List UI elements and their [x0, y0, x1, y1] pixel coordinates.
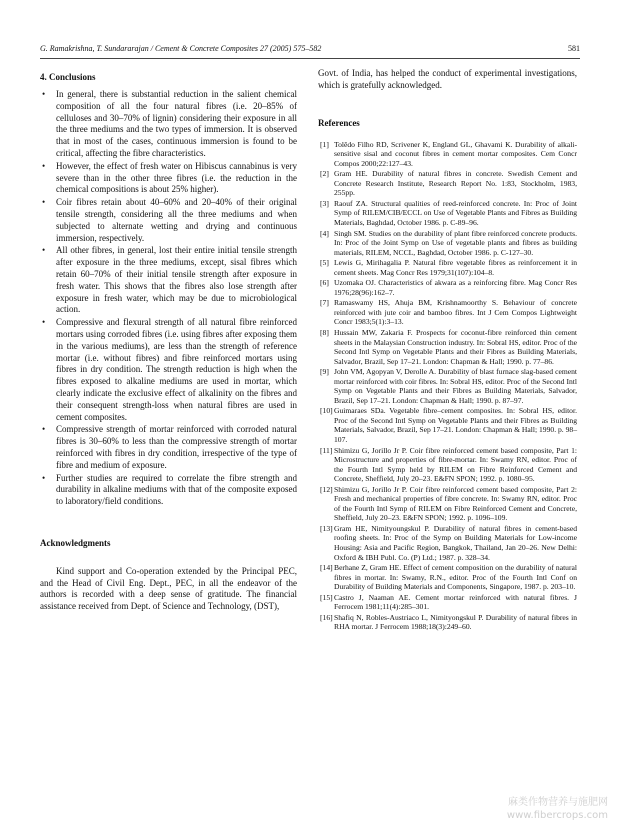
reference-number: [14] [320, 563, 333, 573]
bullet-icon: • [42, 317, 46, 328]
acknowledgments-continuation: Govt. of India, has helped the conduct of experimental investigations, which is gratefully acknowledged. [318, 68, 577, 90]
conclusion-item [40, 197, 297, 244]
acknowledgments-text: Kind support and Co-operation extended by the Principal PEC, and the Head of Civil Eng. Dept., PEC, in all the endeavor of the authors is recorded with a deep sense of gratitude. The financial assistance received from Dept. of Science and Technology, (DST), [40, 565, 297, 612]
bullet-icon: • [42, 424, 46, 435]
reference-number: [15] [320, 592, 333, 602]
reference-item [318, 485, 577, 523]
conclusion-text: Compressive and flexural strength of all natural fibre reinforced mortars using corroded fibres (i.e. using fibres after exposing them in the various mediums), are less than the strength of reference mortar (i.e. without fibres) and fibre reinforced mortars using fibres in dry condition. The strength reduction is high when the fibres exposed to alkaline mediums are used in mortar, which clearly indicate the exclusive effect of alkalinity on the fibres and their consequent strength-loss when natural fibres are used in cement composites. [56, 317, 297, 422]
reference-text: Hussain MW, Zakaria F. Prospects for coconut-fibre reinforced thin cement sheets in the Malaysian Construction industry. In: Sobral HS, editor. Proc of the Second Intl Symp on Vegetable Plants and their Fibres as Building Materials, Salvador, Brazil, Sep 17–21. London: Chapman & Hall; 1990. p. 77–86. [334, 327, 577, 366]
reference-text: Uzomaka OJ. Characteristics of akwara as a reinforcing fibre. Mag Concr Res 1976;28(96):162–7. [334, 278, 577, 297]
reference-text: Shafiq N, Robles-Austriaco L, Nimityongskul P. Durability of natural fibres in RHA mortar. J Ferrocem 1988;18(3):249–60. [334, 612, 577, 632]
reference-text: Gram HE. Durability of natural fibres in concrete. Swedish Cement and Concrete Research Institute, Research Report No. 1:83, Stockholm, 1983, 255pp. [334, 169, 577, 198]
conclusions-heading: 4. Conclusions [40, 72, 96, 82]
conclusion-text: However, the effect of fresh water on Hibiscus cannabinus is very severe than in the other three fibres (i.e. the reduction in the chemical compositions is about 25% higher). [56, 160, 297, 195]
reference-text: Shimizu G, Jorillo Jr P. Coir fibre reinforced cement based composite, Part 2: Fresh and mechanical properties of fibre concrete. In: Swamy RN, editor. Proc of the Fourth Intl Symp of RILEM on Fibre Reinforced Cement and Concrete, Sheffield, July 20–23. E&FN SPON; 1992. p. 1096–109. [334, 484, 577, 523]
reference-text: Shimizu G, Jorillo Jr P. Coir fibre reinforced cement based composite, Part 1: Microstructure and properties of fibre-mortar. In: Swamy RN, editor. Proc of the Fourth Intl Symp held by RILEM on Fibre Reinforced Cement and Concrete, Sheffield, July 20–23. E&FN SPON; 1992. p. 1080–95. [334, 445, 577, 484]
reference-item [318, 199, 577, 228]
reference-text: Guimaraes SDa. Vegetable fibre–cement composites. In: Sobral HS, editor. Proc of the Second Intl Symp on Vegetable Plants and their Fibres as Building Materials, Salvador, Brazil, Sep 17–21. London: Chapman & Hall; 1990. p. 98–107. [334, 406, 577, 444]
reference-item [318, 446, 577, 484]
reference-text: Gram HE, Nimityoungskul P. Durability of natural fibres in cement-based roofing sheets. In: Proc of the Symp on Building Materials for Low-income Housing: Asia and Pacific Region, Bangkok, Thailand, Jan 20–26. New Delhi: Oxford & IBH Publ. Co. (P) Ltd.; 1987. p. 328–34. [334, 523, 577, 562]
reference-text: Singh SM. Studies on the durability of plant fibre reinforced concrete products. In: Proc of the Joint Symp on Use of vegetable plants and fibres as building materials, RILEM, NCCL, Baghdad, October 1986. p. C-127–30. [334, 228, 577, 257]
bullet-icon: • [42, 197, 46, 208]
references-list [318, 140, 577, 632]
conclusion-item [40, 161, 297, 196]
conclusions-list [40, 89, 297, 508]
conclusion-item [40, 473, 297, 508]
reference-item [318, 593, 577, 612]
page-number: 581 [568, 44, 580, 53]
reference-text: Lewis G, Mirihagalia P. Natural fibre vegetable fibres as reinforcement it in cement sheets. Mag Concr Res 1979;31(107):104–8. [334, 258, 577, 277]
acknowledgments-heading: Acknowledgments [40, 537, 111, 548]
reference-number: [5] [320, 258, 329, 268]
conclusion-text: Further studies are required to correlate the fibre strength and durability in alkaline mediums with that of the composite exposed to laboratory/field conditions. [56, 472, 297, 507]
bullet-icon: • [42, 472, 46, 483]
header-rule [40, 58, 580, 59]
references-heading: References [318, 117, 360, 128]
conclusion-text: Coir fibres retain about 40–60% and 20–40% of their original tensile strength, considering all the three mediums and when subjected to alternate wetting and drying and continuous immersion, respectively. [56, 197, 297, 243]
reference-item [318, 258, 577, 277]
reference-text: Raouf ZA. Structural qualities of reed-reinforced concrete. In: Proc of Joint Symp of RILEM/CIB/ECCL on Use of Vegetable Plants and Fibres as Building Materials, Baghdad, October 1986. p. C-89–96. [334, 198, 577, 227]
watermark-line2: www.fibercrops.com [506, 810, 608, 821]
reference-number: [6] [320, 278, 329, 288]
left-column [40, 68, 297, 613]
reference-number: [1] [320, 139, 329, 149]
bullet-icon: • [42, 245, 46, 256]
bullet-icon: • [42, 160, 46, 171]
reference-number: [11] [320, 445, 333, 455]
reference-number: [3] [320, 198, 329, 208]
conclusion-text: In general, there is substantial reduction in the salient chemical composition of all the four natural fibres (i.e. 20–85% of celluloses and 30–70% of lignin) considering their exposure in all the three mediums and the two types of immersion. It is observed that in most of the cases, continuous immersion is found to be critical, affecting the fibre characteristics. [56, 89, 297, 158]
reference-number: [7] [320, 298, 329, 308]
reference-item [318, 328, 577, 366]
running-head-text: G. Ramakrishna, T. Sundararajan / Cement & Concrete Composites 27 (2005) 575–582 [40, 44, 322, 53]
conclusion-item [40, 245, 297, 316]
reference-number: [2] [320, 169, 329, 179]
watermark [507, 796, 608, 822]
reference-number: [4] [320, 228, 329, 238]
conclusion-item [40, 89, 297, 160]
reference-item [318, 524, 577, 562]
bullet-icon: • [42, 89, 46, 99]
watermark-line1: 麻类作物营养与施肥网 [508, 797, 608, 808]
reference-number: [9] [320, 367, 329, 377]
reference-item [318, 140, 577, 169]
reference-text: John VM, Agopyan V, Derolle A. Durability of blast furnace slag-based cement mortar reinforced with coir fibres. In: Sobral HS, editor. Proc of the Second Intl Symp on Vegetable Plants and their Fibres as Building Materials, Salvador, Brazil, Sep 17–21. London: Chapman & Hall; 1990. p. 87–97. [334, 367, 577, 405]
reference-item [318, 229, 577, 258]
reference-item [318, 613, 577, 632]
conclusion-item [40, 317, 297, 423]
conclusion-text: Compressive strength of mortar reinforced with corroded natural fibres is 30–60% to less than the compressive strength of mortar reinforced with fibres in dry condition, irrespective of the type of fibre and medium of exposure. [56, 424, 297, 470]
reference-item [318, 367, 577, 405]
reference-number: [12] [320, 484, 333, 494]
reference-text: Ramaswamy HS, Ahuja BM, Krishnamoorthy S. Behaviour of concrete reinforced with jute coir and bamboo fibres. Int J Cem Compos Lightweight Concr 1983;5(1):3–13. [334, 298, 577, 327]
reference-item [318, 169, 577, 198]
reference-number: [8] [320, 327, 329, 337]
reference-item [318, 298, 577, 327]
reference-number: [16] [320, 612, 333, 622]
reference-number: [13] [320, 523, 333, 533]
conclusion-item [40, 424, 297, 471]
reference-text: Castro J, Naaman AE. Cement mortar reinforced with natural fibres. J Ferrocem 1981;11(4):285–301. [334, 592, 577, 612]
conclusion-text: All other fibres, in general, lost their entire initial tensile strength after exposure in the three mediums, except, sisal fibres which retain 60–70% of their initial tensile strength after exposure in fresh water. This shows that the fibres also lose strength after exposure in fresh water, which may be due to microbiological action. [56, 245, 297, 315]
running-header [40, 44, 580, 53]
reference-item [318, 563, 577, 592]
reference-text: Berhane Z, Gram HE. Effect of cement composition on the durability of natural fibres in mortar. In: Swamy, R.N., editor. Proc of the Fourth Intl Conf on Durability of Building Materials and Components, Singapore, 1987. p. 203–10. [334, 563, 577, 592]
reference-item [318, 406, 577, 444]
reference-number: [10] [320, 406, 333, 416]
reference-item [318, 278, 577, 297]
right-column [318, 68, 577, 633]
reference-text: Tolêdo Filho RD, Scrivener K, England GL, Ghavami K. Durability of alkali-sensitive sisal and coconut fibres in cement mortar composites. Cem Concr Compos 2000;22:127–43. [334, 139, 577, 168]
